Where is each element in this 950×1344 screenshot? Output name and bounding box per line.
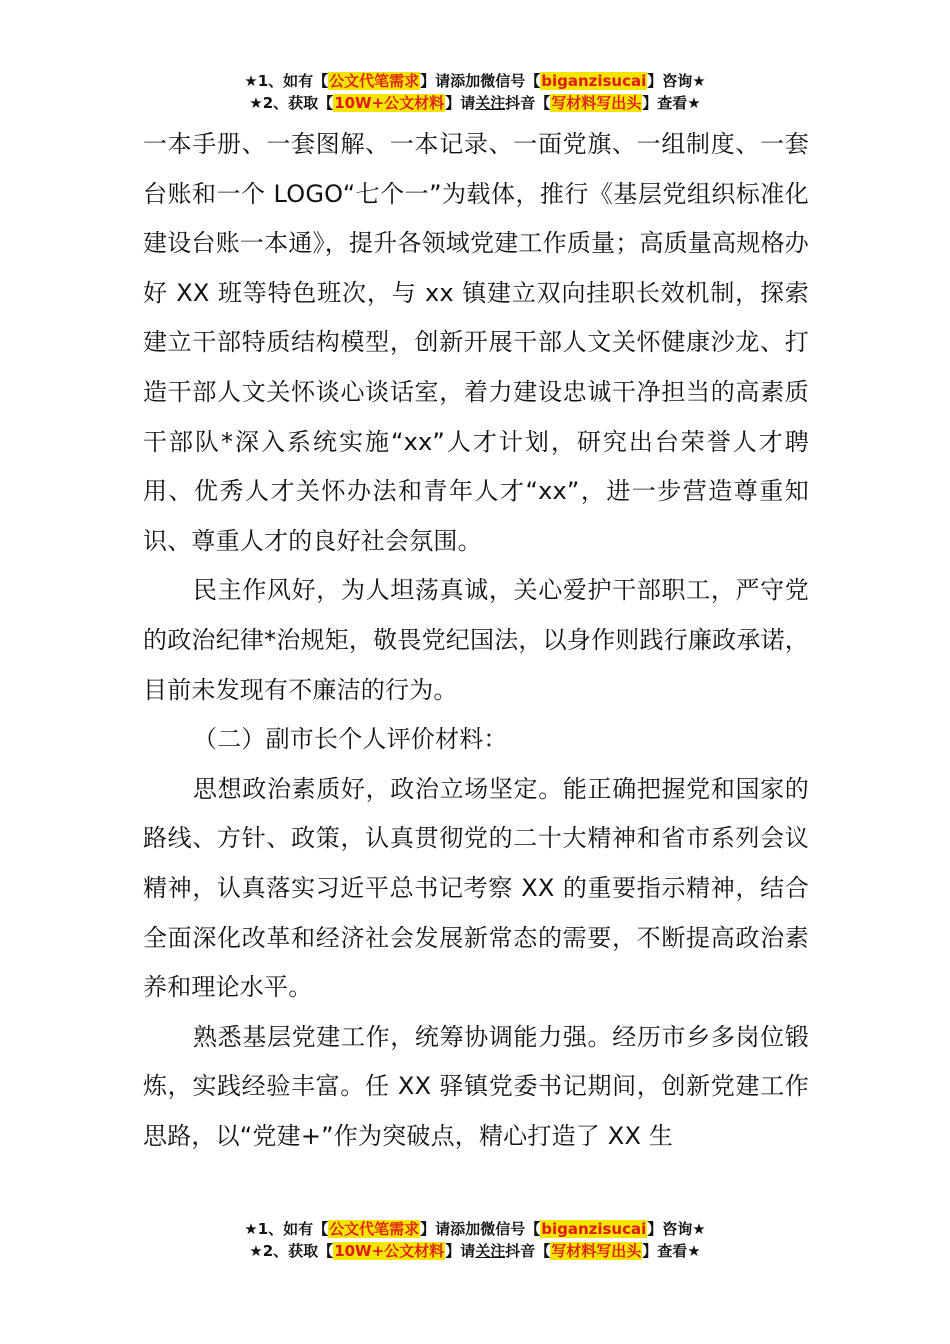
- star-icon: ★: [249, 94, 263, 112]
- banner-text: 】请: [445, 94, 476, 112]
- banner-highlight: 10W+公文材料: [334, 1242, 445, 1260]
- banner-text: 】查看★: [642, 94, 701, 112]
- paragraph: 熟悉基层党建工作，统筹协调能力强。经历市乡多岗位锻炼，实践经验丰富。任 XX 驿镇党委书记期间，创新党建工作思路，以“党建+”作为突破点，精心打造了 XX 生: [143, 1022, 809, 1150]
- banner-text: 1、如有【: [257, 72, 329, 90]
- banner-line-2: [0, 1240, 950, 1262]
- banner-text: 2、获取【: [262, 94, 334, 112]
- banner-emphasis: 关注: [475, 94, 506, 112]
- banner-emphasis: 加: [465, 1220, 481, 1238]
- banner-text: 】请添: [420, 1220, 466, 1238]
- banner-text: 】咨询★: [647, 72, 706, 90]
- banner-text: 】查看★: [642, 1242, 701, 1260]
- section-heading: （二）副市长个人评价材料：: [193, 725, 508, 754]
- header-banner: [0, 70, 950, 114]
- star-icon: ★: [249, 1242, 263, 1260]
- banner-highlight: 公文代笔需求: [329, 1220, 420, 1238]
- footer-banner: [0, 1218, 950, 1262]
- banner-highlight: 公文代笔需求: [329, 72, 420, 90]
- paragraph: 一本手册、一套图解、一本记录、一面党旗、一组制度、一套台账和一个 LOGO“七个一”为载体，推行《基层党组织标准化建设台账一本通》，提升各领域党建工作质量；高质量高规格办好 XX 班等特色班次，与 xx 镇建立双向挂职长效机制，探索建立干部特质结构模型，创新开展干部人文关怀健康沙龙、打造干部人文关怀谈心谈话室，着力建设忠诚干净担当的高素质干部队*深入系统实施“xx”人才计划，研究出台荣誉人才聘用、优秀人才关怀办法和青年人才“xx”，进一步营造尊重知识、尊重人才的良好社会氛围。: [143, 130, 809, 555]
- paragraph: 思想政治素质好，政治立场坚定。能正确把握党和国家的路线、方针、政策，认真贯彻党的二十大精神和省市系列会议精神，认真落实习近平总书记考察 XX 的重要指示精神，结合全面深化改革和经济社会发展新常态的需要，不断提高政治素养和理论水平。: [143, 774, 809, 1002]
- document-body: [143, 120, 809, 1161]
- banner-line-1: [0, 70, 950, 92]
- banner-line-1: [0, 1218, 950, 1240]
- banner-highlight: 10W+公文材料: [334, 94, 445, 112]
- banner-text: 】请添: [420, 72, 466, 90]
- star-icon: ★: [244, 1220, 258, 1238]
- wechat-id-highlight: biganzisucai: [541, 72, 647, 90]
- banner-text: 微信号【: [480, 72, 541, 90]
- star-icon: ★: [244, 72, 258, 90]
- banner-emphasis: 关注: [475, 1242, 506, 1260]
- banner-text: 】咨询★: [647, 1220, 706, 1238]
- banner-text: 2、获取【: [262, 1242, 334, 1260]
- douyin-id-highlight: 写材料写出头: [551, 1242, 642, 1260]
- douyin-id-highlight: 写材料写出头: [551, 94, 642, 112]
- banner-text: 1、如有【: [257, 1220, 329, 1238]
- banner-text: 抖音【: [505, 94, 551, 112]
- wechat-id-highlight: biganzisucai: [541, 1220, 647, 1238]
- banner-line-2: [0, 92, 950, 114]
- banner-text: 】请: [445, 1242, 476, 1260]
- paragraph: 民主作风好，为人坦荡真诚，关心爱护干部职工，严守党的政治纪律*治规矩，敬畏党纪国法，以身作则践行廉政承诺，目前未发现有不廉洁的行为。: [143, 576, 809, 704]
- banner-emphasis: 加: [465, 72, 481, 90]
- banner-text: 微信号【: [480, 1220, 541, 1238]
- banner-text: 抖音【: [505, 1242, 551, 1260]
